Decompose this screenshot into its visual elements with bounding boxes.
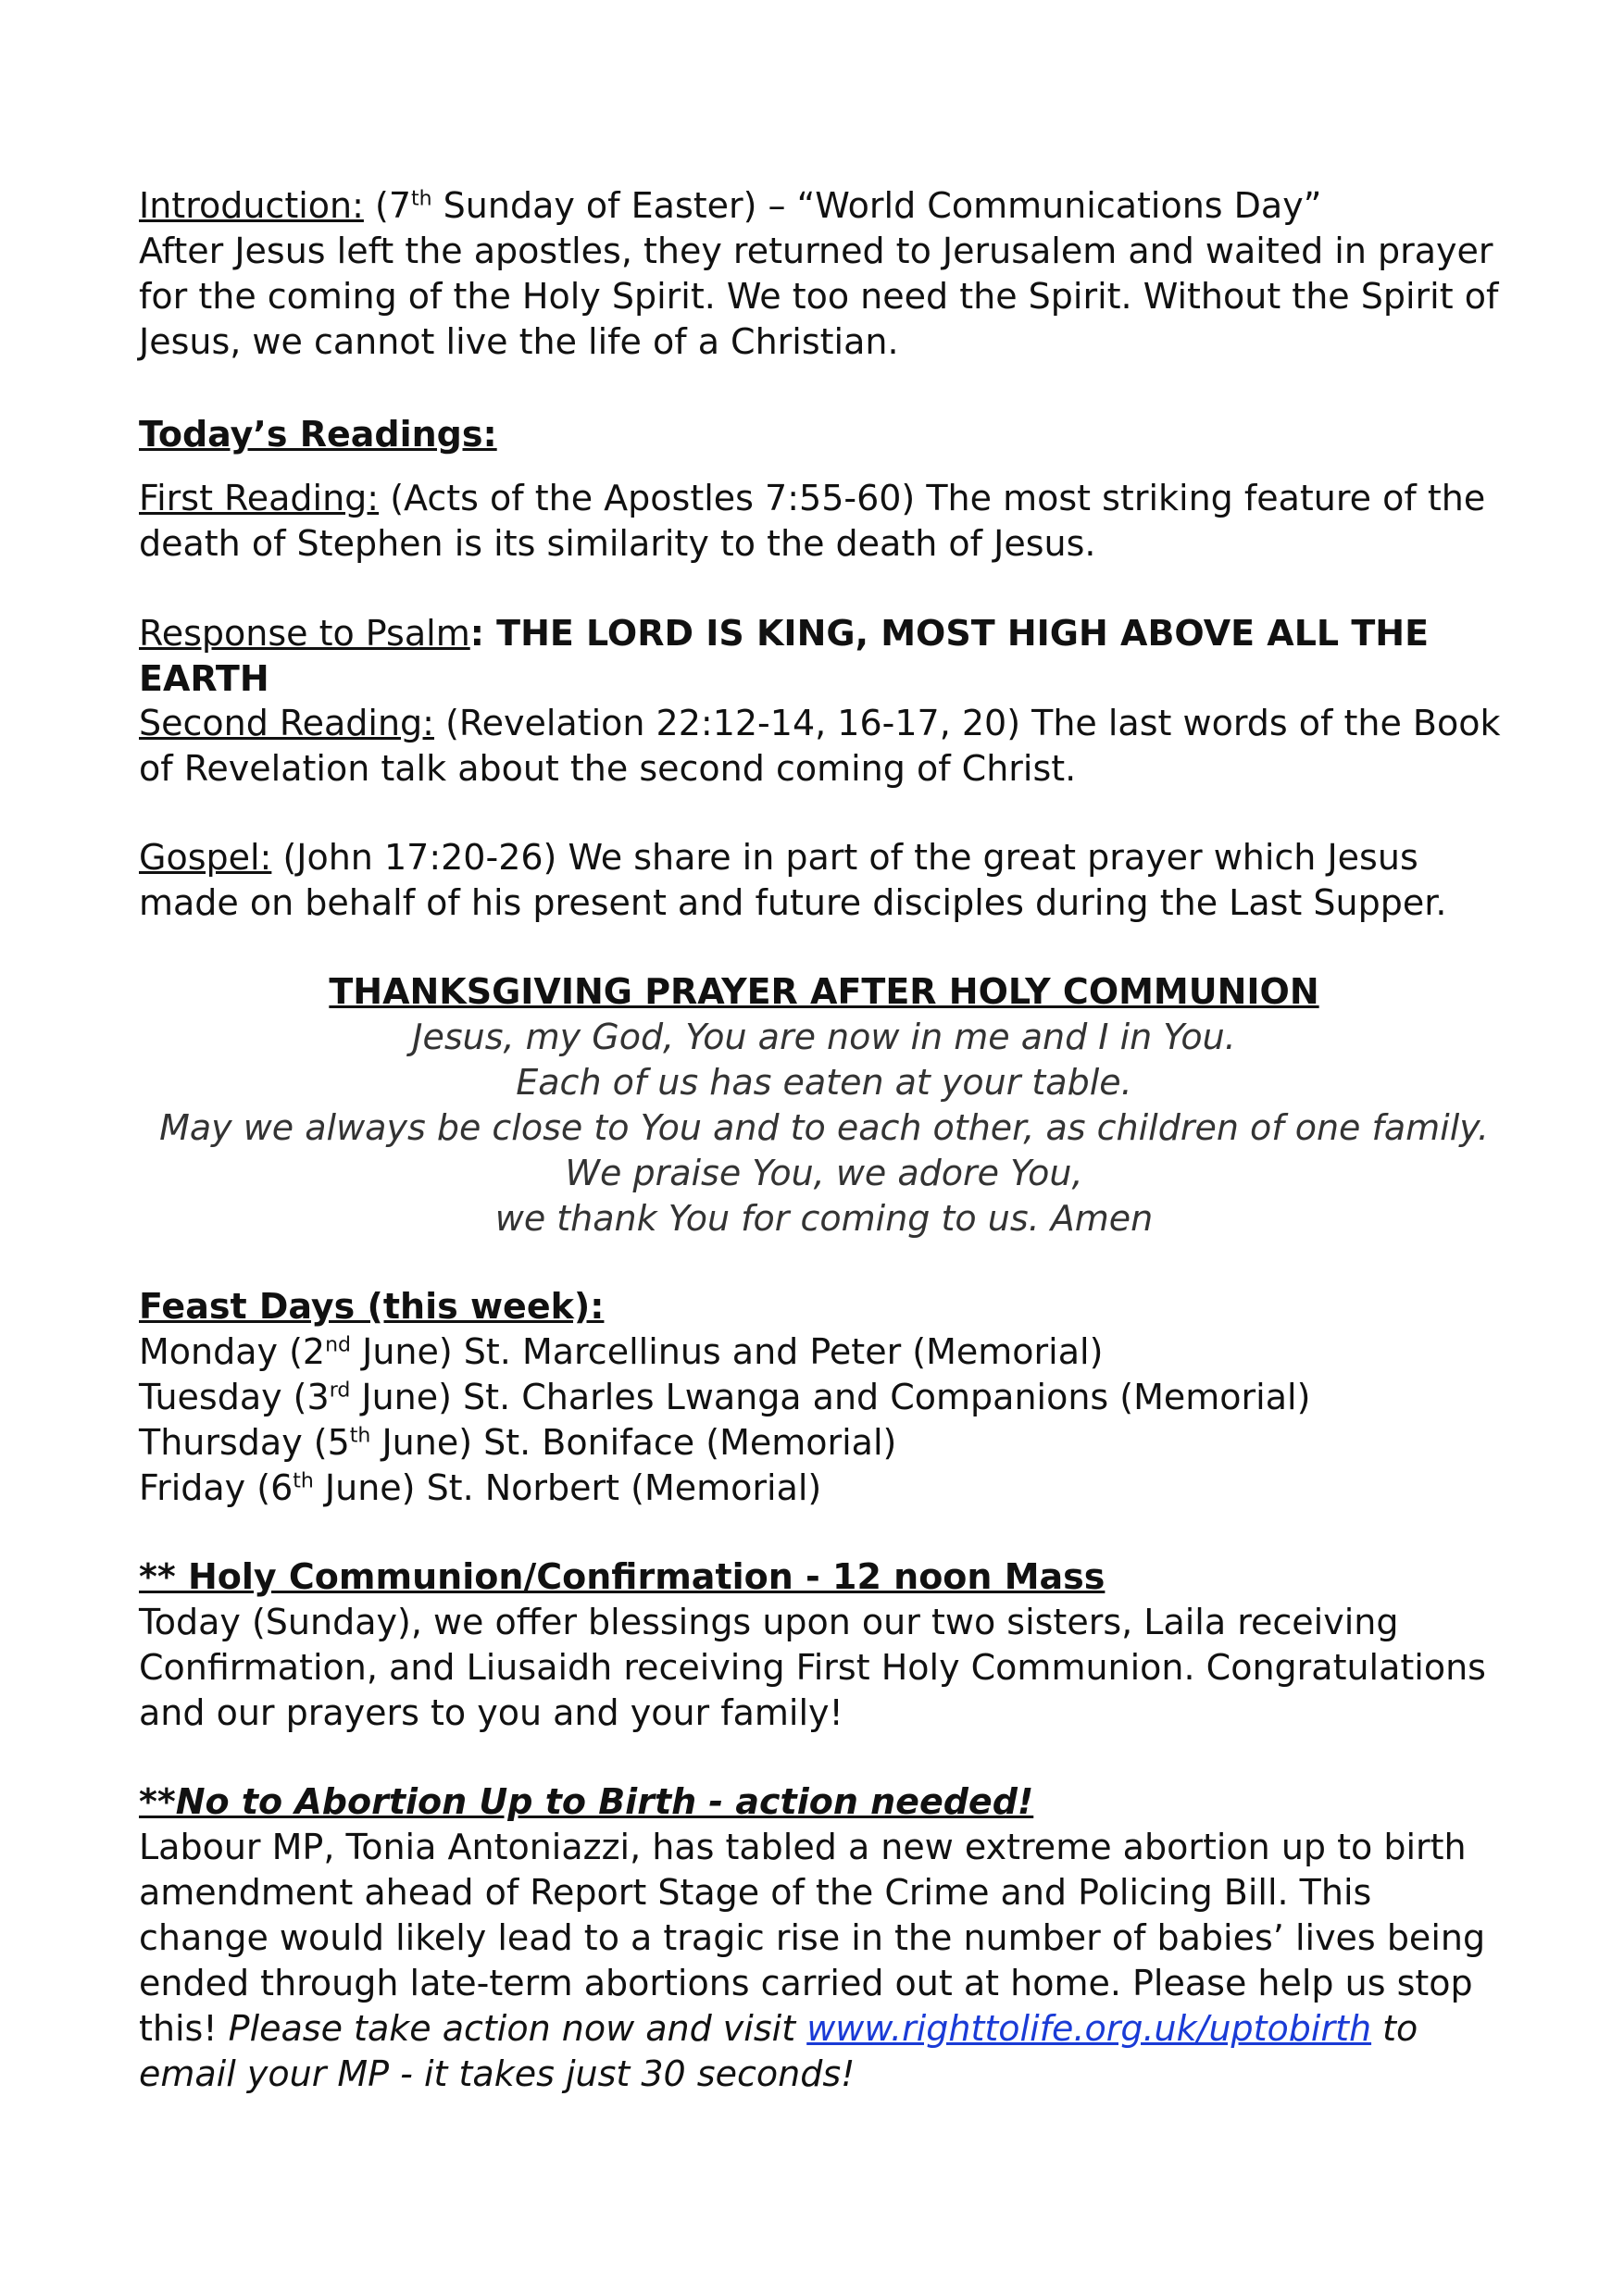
introduction-sub-sup: th: [411, 187, 432, 211]
gospel-section: [139, 835, 1509, 926]
abortion-cta-pre: Please take action now and visit: [228, 2008, 807, 2049]
second-reading-paragraph: [139, 701, 1509, 792]
first-reading-text: (Acts of the Apostles 7:55-60) The most striking feature of the death of Stephen is its similarity to the death of Jesus.: [139, 478, 1486, 564]
introduction-body: After Jesus left the apostles, they returned to Jerusalem and waited in prayer for the coming of the Holy Spirit. We too need the Spirit. Without the Spirit of Jesus, we cannot live the life of a Christian.: [139, 231, 1499, 362]
prayer-line: Each of us has eaten at your table.: [516, 1062, 1132, 1103]
introduction-sub-pre: (7: [363, 185, 412, 226]
prayer-line: May we always be close to You and to each other, as children of one family.: [159, 1107, 1489, 1148]
feast-day-post: June) St. Boniface (Memorial): [370, 1422, 897, 1463]
second-reading-text: (Revelation 22:12-14, 16-17, 20) The last words of the Book of Revelation talk about the second coming of Christ.: [139, 703, 1501, 789]
second-reading-label: Second Reading:: [139, 703, 434, 743]
abortion-notice-heading: **No to Abortion Up to Birth - action needed!: [139, 1781, 1034, 1822]
gospel-paragraph: [139, 835, 1509, 926]
feast-day-item: [139, 1420, 1509, 1466]
first-reading-paragraph: [139, 476, 1509, 567]
feast-day-post: June) St. Charles Lwanga and Companions (Memorial): [350, 1377, 1311, 1417]
prayer-line: We praise You, we adore You,: [565, 1153, 1083, 1193]
abortion-cta-post: to email your MP - it takes just 30 seconds!: [139, 2008, 1418, 2094]
abortion-notice-section: [139, 1779, 1509, 2097]
introduction-heading-line: [139, 183, 1509, 229]
feast-day-item: [139, 1329, 1509, 1375]
gospel-label: Gospel:: [139, 837, 272, 878]
psalm-text: : THE LORD IS KING, MOST HIGH ABOVE ALL THE EARTH: [139, 613, 1430, 699]
feast-day-post: June) St. Norbert (Memorial): [313, 1467, 822, 1508]
introduction-sub-post: Sunday of Easter) – “World Communications Day”: [431, 185, 1322, 226]
feast-days-heading: Feast Days (this week):: [139, 1286, 605, 1327]
communion-section: [139, 1554, 1509, 1736]
prayer-line: Jesus, my God, You are now in me and I in You.: [412, 1017, 1236, 1057]
feast-day-sup: rd: [329, 1379, 351, 1403]
thanksgiving-prayer-section: [139, 969, 1509, 1242]
readings-heading-block: [139, 412, 1509, 457]
feast-day-sup: th: [349, 1424, 371, 1448]
abortion-notice-paragraph: [139, 1825, 1509, 2097]
communion-body: Today (Sunday), we offer blessings upon our two sisters, Laila receiving Confirmation, and Liusaidh receiving First Holy Communion. Congratulations and our prayers to you and your family!: [139, 1602, 1486, 1733]
feast-day-item: [139, 1466, 1509, 1511]
communion-heading: ** Holy Communion/Confirmation - 12 noon Mass: [139, 1556, 1106, 1597]
prayer-heading: THANKSGIVING PRAYER AFTER HOLY COMMUNION: [329, 971, 1319, 1012]
feast-day-pre: Friday (6: [139, 1467, 294, 1508]
prayer-line: we thank You for coming to us. Amen: [494, 1198, 1154, 1239]
feast-days-section: [139, 1284, 1509, 1511]
first-reading-label: First Reading:: [139, 478, 380, 518]
gospel-text: (John 17:20-26) We share in part of the great prayer which Jesus made on behalf of his present and future disciples during the Last Supper.: [139, 837, 1447, 923]
introduction-section: [139, 183, 1509, 365]
psalm-paragraph: [139, 611, 1509, 702]
feast-day-pre: Monday (2: [139, 1331, 326, 1372]
feast-day-sup: nd: [325, 1333, 352, 1357]
righttolife-link[interactable]: www.righttolife.org.uk/uptobirth: [806, 2008, 1372, 2049]
abortion-notice-body: Labour MP, Tonia Antoniazzi, has tabled a new extreme abortion up to birth amendment ahead of Report Stage of the Crime and Policing Bill. This change would likely lead to a tragic rise in the number of babies’ lives being ended through late-term abortions carried out at home. Please help us stop this!: [139, 1827, 1486, 2049]
feast-day-post: June) St. Marcellinus and Peter (Memorial): [351, 1331, 1104, 1372]
first-reading-section: [139, 476, 1509, 567]
feast-day-item: [139, 1375, 1509, 1420]
readings-heading: Today’s Readings:: [139, 414, 497, 455]
introduction-heading: Introduction:: [139, 185, 364, 226]
feast-day-pre: Thursday (5: [139, 1422, 350, 1463]
psalm-label: Response to Psalm: [139, 613, 470, 654]
psalm-section: [139, 611, 1509, 702]
feast-day-sup: th: [293, 1469, 314, 1493]
feast-day-pre: Tuesday (3: [139, 1377, 330, 1417]
second-reading-section: [139, 701, 1509, 792]
